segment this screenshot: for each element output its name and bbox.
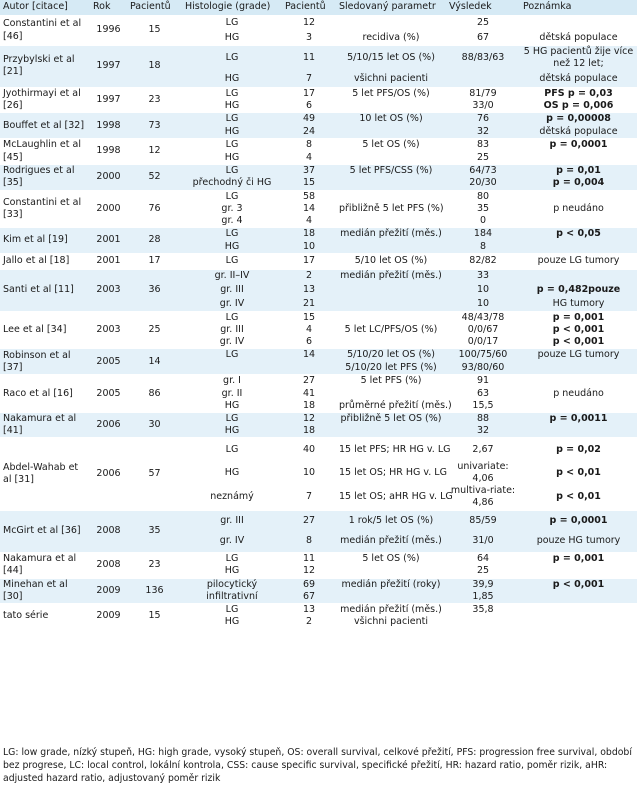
table-row <box>0 349 637 362</box>
cell-param <box>336 100 446 113</box>
cell-patients: 15 <box>127 604 182 629</box>
cell-author: Rodrigues et al [35] <box>0 164 90 190</box>
cell-res: 25 <box>476 151 490 163</box>
cell-res: 35 <box>476 202 490 214</box>
cell-hist: gr. III <box>220 323 244 335</box>
cell-n: 58 <box>282 190 336 203</box>
cell-note: p < 0,01 <box>556 491 601 503</box>
cell-n: 24 <box>282 126 336 139</box>
cell-author: Jallo et al [18] <box>0 253 90 269</box>
cell-param <box>336 215 446 228</box>
table-row <box>0 578 637 591</box>
cell-hist: LG <box>182 164 282 177</box>
cell-hist: HG <box>224 151 240 163</box>
cell-res: 67 <box>476 31 490 43</box>
cell-patients: 52 <box>127 164 182 190</box>
cell-n: 7 <box>305 491 313 503</box>
cell-res: 48/43/78 <box>446 311 520 324</box>
table-row <box>0 412 637 425</box>
cell-res: 63 <box>476 387 490 399</box>
cell-res: 100/75/60 <box>446 349 520 362</box>
cell-param: medián přežití (měs.) <box>336 531 446 552</box>
cell-patients: 86 <box>127 375 182 413</box>
cell-hist: HG <box>224 616 240 628</box>
cell-year: 2009 <box>90 578 127 603</box>
cell-year: 2003 <box>90 269 127 311</box>
cell-hist: gr. 3 <box>221 202 243 214</box>
cell-res: 1,85 <box>446 591 520 604</box>
table-row <box>0 46 637 71</box>
cell-author: Lee et al [34] <box>0 311 90 349</box>
header-parameter: Sledovaný parametr <box>336 0 446 16</box>
cell-year: 1998 <box>90 139 127 164</box>
table-header-row <box>0 0 637 16</box>
table-row <box>0 604 637 617</box>
cell-year: 2001 <box>90 253 127 269</box>
cell-n: 2 <box>305 616 313 628</box>
header-result: Výsledek <box>446 0 520 16</box>
cell-note: p < 0,001 <box>520 578 637 591</box>
cell-param <box>336 388 446 400</box>
cell-hist: LG <box>182 349 282 362</box>
cell-note <box>520 215 637 228</box>
cell-n: 11 <box>282 552 336 565</box>
cell-hist: HG <box>182 425 282 438</box>
cell-hist: LG <box>182 139 282 152</box>
header-patient-count: Pacientů <box>282 0 336 16</box>
table-row <box>0 552 637 565</box>
cell-n: 40 <box>282 438 336 461</box>
cell-hist: LG <box>182 438 282 461</box>
cell-param: recidiva (%) <box>362 31 420 43</box>
cell-note: dětská populace <box>520 70 637 87</box>
cell-author: Jyothirmayi et al [26] <box>0 87 90 112</box>
cell-n: 14 <box>282 349 336 362</box>
cell-hist: LG <box>182 604 282 617</box>
cell-res: 0 <box>479 215 487 227</box>
cell-note <box>520 190 637 203</box>
cell-n: 27 <box>282 375 336 388</box>
table-row <box>0 253 637 269</box>
cell-author: Nakamura et al [44] <box>0 552 90 578</box>
table-row <box>0 87 637 100</box>
cell-res: 35,8 <box>446 604 520 617</box>
cell-hist: přechodný či HG <box>182 177 282 190</box>
cell-res: 76 <box>446 113 520 126</box>
header-note: Poznámka <box>520 0 637 16</box>
cell-param <box>336 297 446 311</box>
cell-param: 5/10/20 let OS (%) <box>336 349 446 362</box>
cell-res: 33/0 <box>472 100 494 112</box>
cell-n: 27 <box>282 510 336 531</box>
cell-year: 2005 <box>90 375 127 413</box>
cell-n: 18 <box>282 425 336 438</box>
cell-note <box>520 616 637 628</box>
cell-param <box>336 591 446 604</box>
cell-hist: HG <box>182 70 282 87</box>
cell-param: 5/10 let OS (%) <box>336 253 446 269</box>
cell-res: 25 <box>446 16 520 31</box>
cell-note: p = 0,0001 <box>520 510 637 531</box>
cell-year: 2000 <box>90 164 127 190</box>
cell-year: 2008 <box>90 510 127 552</box>
cell-note: p = 0,0001 <box>520 139 637 152</box>
cell-patients: 28 <box>127 228 182 253</box>
cell-param <box>336 565 446 578</box>
cell-hist: gr. 4 <box>221 215 243 227</box>
cell-note: p = 0,001 <box>520 311 637 324</box>
cell-res: 2,67 <box>446 438 520 461</box>
cell-hist: LG <box>182 311 282 324</box>
cell-year: 1997 <box>90 46 127 88</box>
cell-param <box>336 283 446 297</box>
cell-res: 33 <box>446 269 520 283</box>
cell-n: 3 <box>305 31 313 43</box>
cell-param: medián přežití (měs.) <box>336 269 446 283</box>
cell-note: OS p = 0,006 <box>543 100 614 112</box>
cell-hist: LG <box>182 16 282 31</box>
cell-hist: HG <box>182 126 282 139</box>
table-row <box>0 113 637 126</box>
cell-note <box>520 565 637 578</box>
cell-res: 10 <box>446 297 520 311</box>
cell-hist: HG <box>224 399 240 411</box>
cell-note <box>520 604 637 617</box>
cell-author: tato série <box>0 604 90 629</box>
cell-hist: LG <box>182 552 282 565</box>
cell-note <box>520 425 637 438</box>
cell-n: 10 <box>302 466 316 478</box>
cell-hist: neznámý <box>210 491 254 503</box>
cell-res: 20/30 <box>446 177 520 190</box>
cell-n: 4 <box>305 215 313 227</box>
cell-param: 15 let OS; aHR HG v. LG <box>339 491 453 503</box>
cell-n: 14 <box>302 202 316 214</box>
cell-note <box>520 16 637 31</box>
cell-note: p = 0,001 <box>520 552 637 565</box>
cell-note: pouze LG tumory <box>520 253 637 269</box>
cell-hist: gr. I <box>182 375 282 388</box>
header-patients: Pacientů <box>127 0 182 16</box>
cell-hist: LG <box>182 228 282 241</box>
cell-hist: LG <box>182 87 282 100</box>
cell-param <box>336 241 446 254</box>
cell-hist <box>182 362 282 375</box>
cell-param: 5 let PFS/CSS (%) <box>336 164 446 177</box>
table-row <box>0 311 637 324</box>
cell-patients: 136 <box>127 578 182 603</box>
cell-n: 12 <box>302 565 316 577</box>
cell-note: p = 0,02 <box>520 438 637 461</box>
cell-hist: gr. IV <box>182 297 282 311</box>
cell-hist: gr. IV <box>219 336 245 348</box>
cell-note <box>520 269 637 283</box>
cell-n: 15 <box>282 177 336 190</box>
cell-res: 82/82 <box>446 253 520 269</box>
cell-author: Robinson et al [37] <box>0 349 90 375</box>
cell-n: 18 <box>282 228 336 241</box>
cell-res: 10 <box>446 283 520 297</box>
cell-res: 93/80/60 <box>446 362 520 375</box>
cell-n: 2 <box>282 269 336 283</box>
cell-author: Raco et al [16] <box>0 375 90 413</box>
cell-note: p = 0,004 <box>520 177 637 190</box>
cell-n: 6 <box>305 100 313 112</box>
cell-author: Abdel-Wahab et al [31] <box>0 438 90 510</box>
cell-res: 83 <box>446 139 520 152</box>
cell-param: medián přežití (roky) <box>336 578 446 591</box>
cell-author: Constantini et al [33] <box>0 190 90 228</box>
cell-hist: HG <box>182 241 282 254</box>
cell-n: 12 <box>282 16 336 31</box>
cell-hist: LG <box>182 412 282 425</box>
cell-n <box>282 362 336 375</box>
cell-res: 81/79 <box>446 87 520 100</box>
cell-note: dětská populace <box>520 126 637 139</box>
cell-hist: gr. III <box>182 283 282 297</box>
cell-param: 15 let OS; HR HG v. LG <box>339 466 447 478</box>
cell-note <box>520 152 637 165</box>
cell-n: 7 <box>282 70 336 87</box>
cell-n: 49 <box>282 113 336 126</box>
cell-year: 2006 <box>90 438 127 510</box>
table-row <box>0 16 637 31</box>
cell-res: 0/0/67 <box>467 323 499 335</box>
cell-note: pouze LG tumory <box>520 349 637 362</box>
cell-patients: 76 <box>127 190 182 228</box>
cell-param: 5 let OS (%) <box>336 139 446 152</box>
cell-author: Constantini et al [46] <box>0 16 90 46</box>
cell-n: 11 <box>282 46 336 71</box>
cell-res: multiva-riate: 4,86 <box>450 485 516 509</box>
table-row <box>0 139 637 152</box>
cell-author: Nakamura et al [41] <box>0 412 90 437</box>
cell-year: 2005 <box>90 349 127 375</box>
cell-res <box>446 70 520 87</box>
cell-param: 5 let PFS/OS (%) <box>336 87 446 100</box>
cell-year: 2006 <box>90 412 127 437</box>
cell-res: 15,5 <box>472 399 494 411</box>
cell-res: 64/73 <box>446 164 520 177</box>
cell-note: p neudáno <box>553 387 604 399</box>
cell-patients: 57 <box>127 438 182 510</box>
cell-n: 8 <box>282 139 336 152</box>
cell-n: 17 <box>282 87 336 100</box>
cell-param: všichni pacienti <box>336 70 446 87</box>
cell-hist: LG <box>182 46 282 71</box>
cell-author: Santi et al [11] <box>0 269 90 311</box>
cell-n: 67 <box>282 591 336 604</box>
cell-hist: gr. II–IV <box>182 269 282 283</box>
cell-patients: 23 <box>127 87 182 112</box>
cell-patients: 25 <box>127 311 182 349</box>
cell-hist: LG <box>182 113 282 126</box>
table-row <box>0 190 637 203</box>
cell-n: 4 <box>305 151 313 163</box>
cell-year: 2000 <box>90 190 127 228</box>
cell-n: 13 <box>282 283 336 297</box>
cell-param <box>336 190 446 203</box>
cell-note <box>520 375 637 388</box>
cell-hist: LG <box>182 253 282 269</box>
table-row <box>0 510 637 531</box>
cell-note <box>520 591 637 604</box>
cell-res: 88 <box>446 412 520 425</box>
cell-n: 4 <box>305 323 313 335</box>
cell-note: p < 0,01 <box>556 466 601 478</box>
cell-note: 5 HG pacientů žije více než 12 let; <box>520 46 637 71</box>
cell-res: 91 <box>446 375 520 388</box>
cell-n: 18 <box>302 399 316 411</box>
cell-param: 5 let PFS (%) <box>336 375 446 388</box>
cell-res <box>446 616 520 628</box>
cell-param: přibližně 5 let PFS (%) <box>339 202 444 214</box>
cell-patients: 18 <box>127 46 182 88</box>
cell-param <box>336 425 446 438</box>
header-author: Autor [citace] <box>0 0 90 16</box>
cell-note: dětská populace <box>539 31 618 43</box>
cell-res: 31/0 <box>446 531 520 552</box>
cell-year: 1997 <box>90 87 127 112</box>
cell-res: 32 <box>446 425 520 438</box>
cell-param: 5/10/15 let OS (%) <box>336 46 446 71</box>
cell-hist: infiltrativní <box>182 591 282 604</box>
cell-param <box>336 336 446 349</box>
cell-note: p < 0,05 <box>520 228 637 241</box>
cell-res: 85/59 <box>446 510 520 531</box>
header-year: Rok <box>90 0 127 16</box>
cell-note: p neudáno <box>553 202 604 214</box>
cell-res: 32 <box>446 126 520 139</box>
header-histology: Histologie (grade) <box>182 0 282 16</box>
cell-author: McGirt et al [36] <box>0 510 90 552</box>
cell-note <box>520 241 637 254</box>
cell-param: všichni pacienti <box>353 616 429 628</box>
cell-param <box>336 311 446 324</box>
table-footnote: LG: low grade, nízký stupeň, HG: high grade, vysoký stupeň, OS: overall survival, celkové přežití, PFS: progression free survival, období bez progrese, LC: local control, lokální kontrola, CSS: cause specific survival, specifické přežití, HR: hazard ratio, poměr rizik, aHR: adjusted hazard ratio, adjustovaný poměr rizik <box>3 747 632 784</box>
cell-author: McLaughlin et al [45] <box>0 139 90 164</box>
cell-res: 88/83/63 <box>446 46 520 71</box>
cell-param: medián přežití (měs.) <box>336 604 446 617</box>
cell-year: 2003 <box>90 311 127 349</box>
cell-patients: 17 <box>127 253 182 269</box>
cell-n: 21 <box>282 297 336 311</box>
cell-hist: gr. II <box>221 387 243 399</box>
cell-hist: HG <box>224 565 240 577</box>
cell-res: univariate: 4,06 <box>457 460 509 485</box>
cell-res: 0/0/17 <box>467 336 499 348</box>
cell-year: 1998 <box>90 113 127 139</box>
cell-n: 69 <box>282 578 336 591</box>
cell-author: Kim et al [19] <box>0 228 90 253</box>
cell-year: 1996 <box>90 16 127 46</box>
cell-hist: gr. IV <box>182 531 282 552</box>
cell-param <box>336 126 446 139</box>
cell-hist: gr. III <box>182 510 282 531</box>
cell-year: 2009 <box>90 604 127 629</box>
cell-note: p < 0,001 <box>552 323 605 335</box>
cell-n: 13 <box>282 604 336 617</box>
cell-patients: 14 <box>127 349 182 375</box>
cell-param: medián přežití (měs.) <box>336 228 446 241</box>
cell-res: 39,9 <box>446 578 520 591</box>
cell-param: 10 let OS (%) <box>336 113 446 126</box>
cell-n: 8 <box>282 531 336 552</box>
cell-param <box>336 152 446 165</box>
table-row <box>0 438 637 461</box>
cell-n: 37 <box>282 164 336 177</box>
cell-param: 15 let PFS; HR HG v. LG <box>336 438 446 461</box>
cell-param: 5 let OS (%) <box>336 552 446 565</box>
cell-year: 2001 <box>90 228 127 253</box>
cell-note: p = 0,01 <box>520 164 637 177</box>
cell-hist: pilocytický <box>182 578 282 591</box>
cell-note: HG tumory <box>520 297 637 311</box>
table-row <box>0 269 637 283</box>
cell-author: Bouffet et al [32] <box>0 113 90 139</box>
cell-param: průměrné přežití (měs.) <box>339 399 452 411</box>
cell-note: p = 0,482pouze <box>520 283 637 297</box>
cell-n: 6 <box>305 336 313 348</box>
cell-patients: 35 <box>127 510 182 552</box>
cell-res: 64 <box>446 552 520 565</box>
cell-note <box>520 400 637 413</box>
cell-note <box>520 362 637 375</box>
cell-author: Przybylski et al [21] <box>0 46 90 88</box>
cell-param: 5/10/20 let PFS (%) <box>336 362 446 375</box>
cell-param <box>336 16 446 31</box>
cell-patients: 36 <box>127 269 182 311</box>
cell-note: p = 0,00008 <box>520 113 637 126</box>
cell-n: 12 <box>282 412 336 425</box>
cell-hist: LG <box>182 190 282 203</box>
cell-patients: 23 <box>127 552 182 578</box>
cell-author: Minehan et al [30] <box>0 578 90 603</box>
table-row <box>0 164 637 177</box>
cell-param: 1 rok/5 let OS (%) <box>336 510 446 531</box>
cell-patients: 15 <box>127 16 182 46</box>
cell-n: 15 <box>282 311 336 324</box>
cell-hist: HG <box>224 466 240 478</box>
cell-param: přibližně 5 let OS (%) <box>336 412 446 425</box>
cell-res: 80 <box>446 190 520 203</box>
cell-n: 10 <box>282 241 336 254</box>
cell-n: 17 <box>282 253 336 269</box>
cell-hist: HG <box>224 100 240 112</box>
cell-note: p = 0,0011 <box>520 412 637 425</box>
cell-note: p < 0,001 <box>552 336 605 348</box>
cell-hist: HG <box>224 31 240 43</box>
cell-note: PFS p = 0,03 <box>520 87 637 100</box>
cell-note: pouze HG tumory <box>520 531 637 552</box>
cell-param: 5 let LC/PFS/OS (%) <box>344 323 438 335</box>
table-row <box>0 375 637 388</box>
cell-n: 41 <box>302 387 316 399</box>
cell-patients: 73 <box>127 113 182 139</box>
cell-res: 25 <box>476 565 490 577</box>
cell-patients: 12 <box>127 139 182 164</box>
table-row <box>0 228 637 241</box>
cell-res: 8 <box>446 241 520 254</box>
cell-res: 184 <box>446 228 520 241</box>
cell-patients: 30 <box>127 412 182 437</box>
cell-param <box>336 177 446 190</box>
cell-year: 2008 <box>90 552 127 578</box>
